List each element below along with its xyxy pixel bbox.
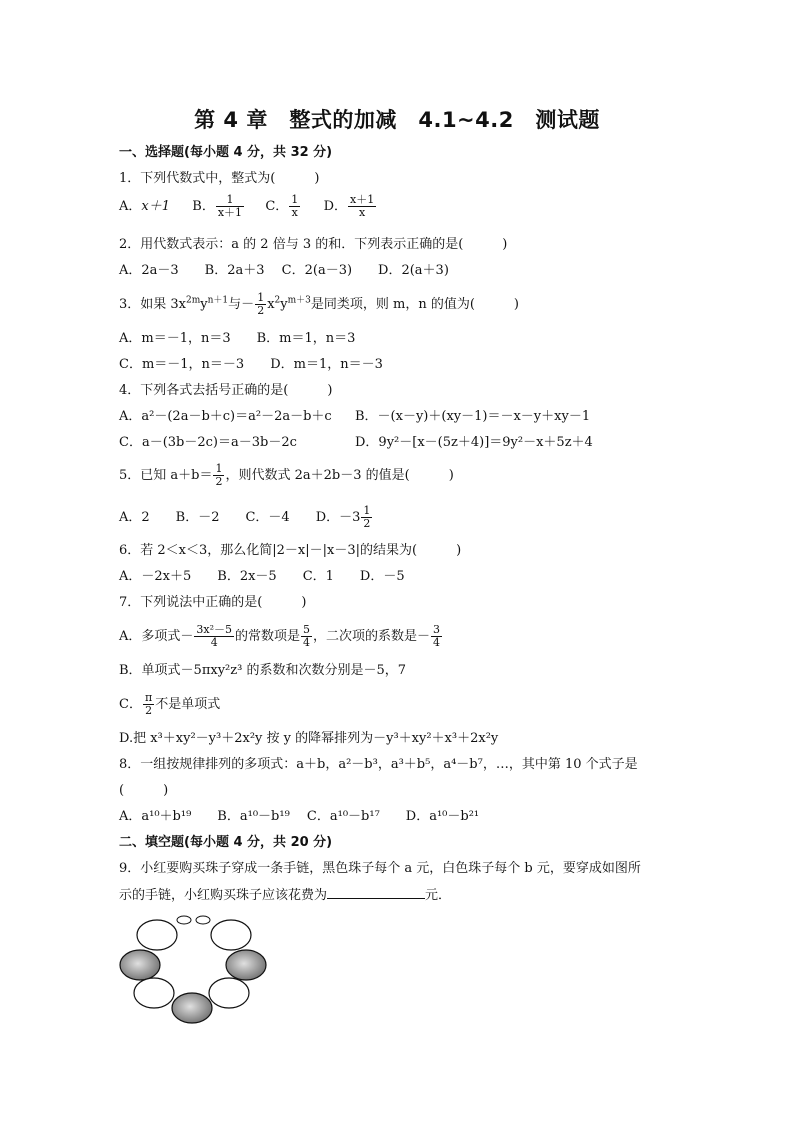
q4-option-a: A．a²－(2a－b＋c)＝a²－2a－b＋c [119,409,332,424]
q5-options: A．2 B．－2 C．－4 D．－3 $\frac{1}{2}$ [119,504,371,530]
q5-stem: 5．已知 a＋b＝ $\frac{1}{2}$ ，则代数式 2a＋2b－3 的值是( ) [119,462,454,488]
clasp-loops [177,916,210,924]
q7-option-c: C． $\frac{\pi}{2}$ 不是单项式 [119,691,221,717]
black-bead-right [226,950,266,980]
q1-option-a: A．x＋1 [119,199,170,214]
section-2-heading: 二、填空题(每小题 4 分，共 20 分) [119,835,333,850]
white-bead-bottom-left [134,978,174,1008]
q7-stem: 7．下列说法中正确的是( ) [119,595,307,610]
q3-options-cd: C．m＝－1，n＝－3 D．m＝1，n＝－3 [119,357,383,372]
q1-option-c: C． $\frac{1}{x}$ [265,193,299,219]
q7-option-b: B．单项式－5πxy²z³ 的系数和次数分别是－5，7 [119,663,406,678]
q9-answer-blank[interactable] [327,886,425,899]
q4-option-b: B．－(x－y)＋(xy－1)＝－x－y＋xy－1 [355,409,591,424]
q6-options: A．－2x＋5 B．2x－5 C．1 D．－5 [119,569,405,584]
black-bead-left [120,950,160,980]
white-bead-top-right [211,920,251,950]
section-1-heading: 一、选择题(每小题 4 分，共 32 分) [119,145,333,160]
q4-option-c: C．a－(3b－2c)＝a－3b－2c [119,435,297,450]
q1-options [119,194,754,220]
q3-options-ab: A．m＝－1，n＝3 B．m＝1，n＝3 [119,331,356,346]
bracelet-figure [116,910,276,1030]
q7-option-a: A．多项式－ $\frac{\text{3x²－5}}{4}$ 的常数项是 $\frac{5}{4}$ ，二次项的系数是－ $\frac{3}{4}$ [119,623,441,649]
q8-stem-bracket: ( ) [119,783,169,798]
q1-stem: 1．下列代数式中，整式为( ) [119,171,320,186]
q9-line-2: 示的手链，小红购买珠子应该花费为 元． [119,888,452,903]
q9-line-1: 9．小红要购买珠子穿成一条手链，黑色珠子每个 a 元，白色珠子每个 b 元，要穿成如图所 [119,861,641,876]
q1-option-d: D． $\frac{x+1}{x}$ [323,193,375,219]
q2-options: A．2a－3 B．2a＋3 C．2(a－3) D．2(a＋3) [119,263,449,278]
black-bead-bottom [172,993,212,1023]
white-bead-top-left [137,920,177,950]
page-title: 第 4 章 整式的加减 4.1~4.2 测试题 [194,108,600,132]
q7-option-d: D.把 x³＋xy²－y³＋2x²y 按 y 的降幂排列为－y³＋xy²＋x³＋2x²y [119,731,499,746]
q2-stem: 2．用代数式表示：a 的 2 倍与 3 的和．下列表示正确的是( ) [119,237,508,252]
q3-stem: 3．如果 $3x^{2m}y^{n+1}$与－ $\frac{1}{2}$ $x^2y^{m+3}$是同类项，则 m，n 的值为( ) [119,291,519,317]
q8-options: A．a¹⁰＋b¹⁹ B．a¹⁰－b¹⁹ C．a¹⁰－b¹⁷ D．a¹⁰－b²¹ [119,809,480,824]
q8-stem: 8．一组按规律排列的多项式：a＋b，a²－b³，a³＋b⁵，a⁴－b⁷，…，其中第 10 个式子是 [119,757,638,772]
q1-option-b: B． $\frac{1}{x+1}$ [192,193,243,219]
q4-options-cd [119,434,754,452]
q4-option-d: D．9y²－[x－(5z＋4)]＝9y²－x＋5z＋4 [355,435,593,450]
q6-stem: 6．若 2＜x＜3，那么化简|2－x|－|x－3|的结果为( ) [119,543,462,558]
q4-stem: 4．下列各式去括号正确的是( ) [119,383,333,398]
q4-options-ab [119,408,754,426]
white-bead-bottom-right [209,978,249,1008]
